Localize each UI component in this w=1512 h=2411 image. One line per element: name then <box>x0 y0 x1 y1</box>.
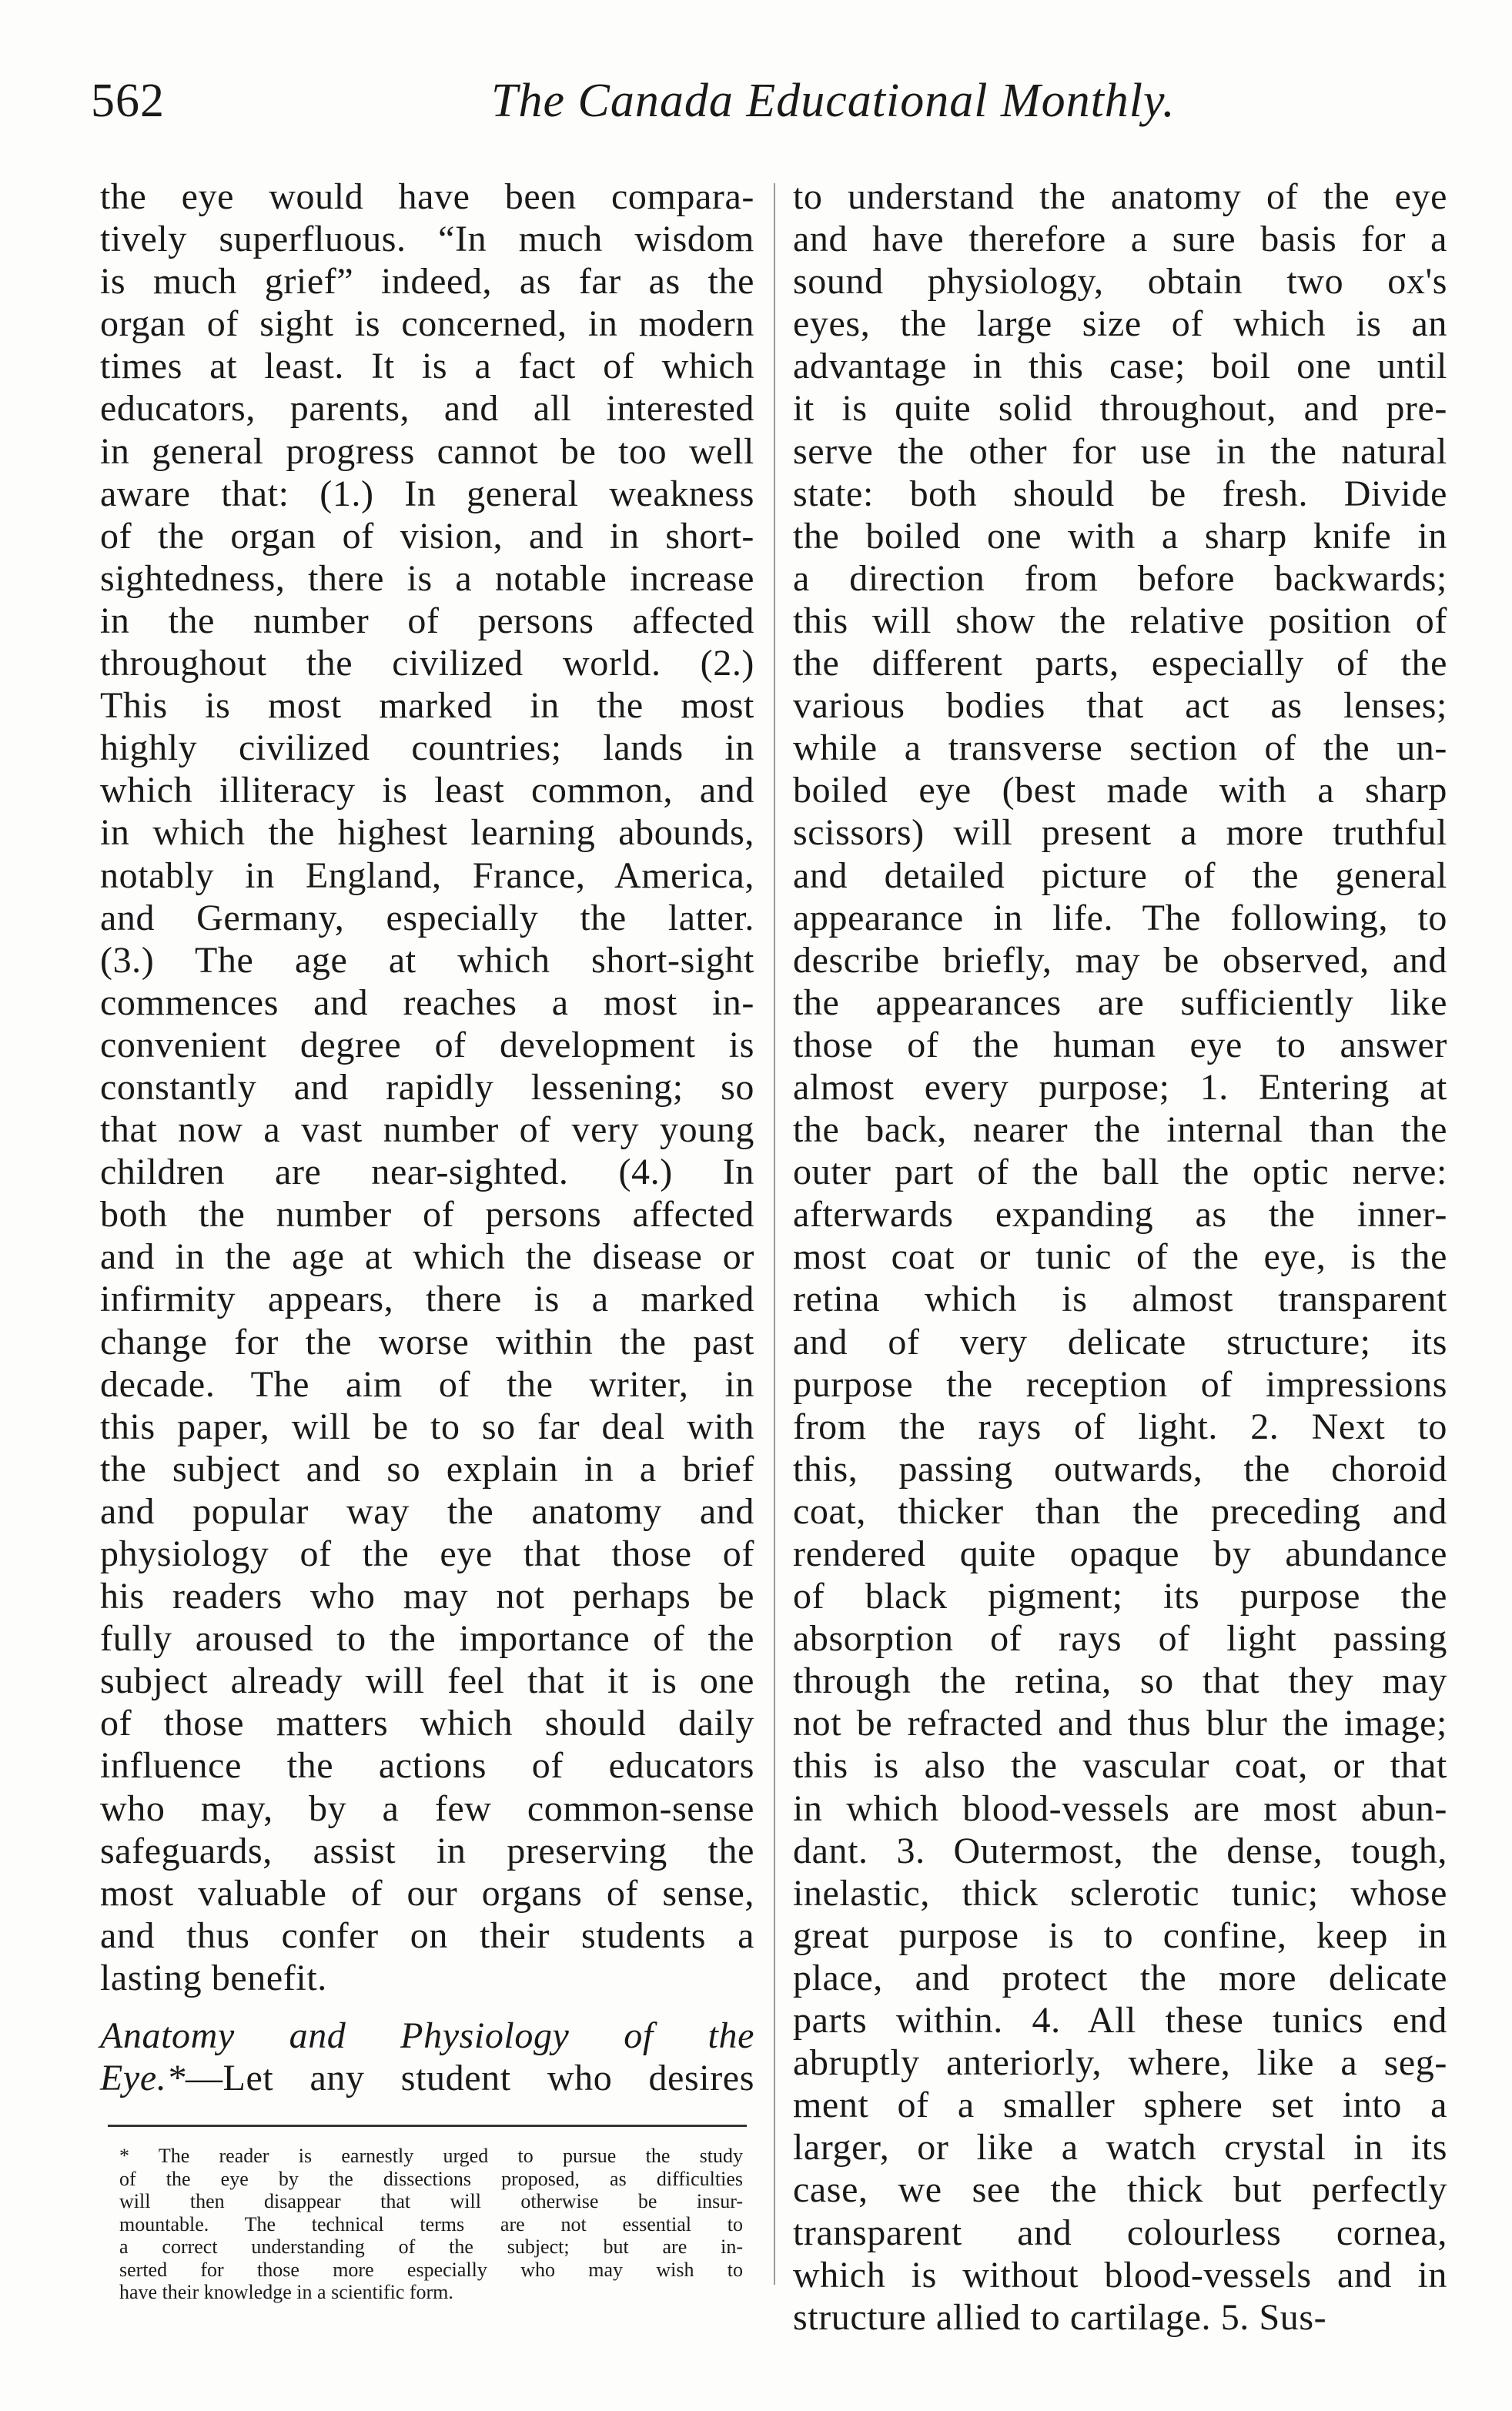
text-line: boiled eye (best made with a sharp <box>793 770 1447 811</box>
text-line: sightedness, there is a notable increase <box>100 557 754 599</box>
text-line: this is also the vascular coat, or that <box>793 1745 1447 1787</box>
section-heading: Anatomy and Physiology of the <box>100 2015 754 2057</box>
text-line: influence the actions of educators <box>100 1745 754 1787</box>
text-line: this paper, will be to so far deal with <box>100 1406 754 1447</box>
footnote-line: * The reader is earnestly urged to pursue the study <box>119 2145 743 2167</box>
text-line: appearance in life. The following, to <box>793 897 1447 938</box>
text-line: abruptly anteriorly, where, like a seg- <box>793 2042 1447 2084</box>
text-line: and of very delicate structure; its <box>793 1321 1447 1363</box>
text-line: purpose the reception of impressions <box>793 1363 1447 1405</box>
section-heading-rest: —Let any student who desires <box>185 2058 754 2099</box>
text-line: outer part of the ball the optic nerve: <box>793 1152 1447 1193</box>
text-line: which illiteracy is least common, and <box>100 770 754 811</box>
text-line: advantage in this case; boil one until <box>793 346 1447 387</box>
footnote-line: will then disappear that will otherwise be insur- <box>119 2190 743 2212</box>
text-line: scissors) will present a more truthful <box>793 812 1447 854</box>
text-line: children are near-sighted. (4.) In <box>100 1152 754 1193</box>
text-line: infirmity appears, there is a marked <box>100 1279 754 1320</box>
text-line: describe briefly, may be observed, and <box>793 939 1447 981</box>
text-line: his readers who may not perhaps be <box>100 1576 754 1617</box>
text-line: subject already will feel that it is one <box>100 1660 754 1702</box>
text-line: the subject and so explain in a brief <box>100 1448 754 1490</box>
text-line: times at least. It is a fact of which <box>100 346 754 387</box>
text-line: parts within. 4. All these tunics end <box>793 2000 1447 2041</box>
text-line: place, and protect the more delicate <box>793 1957 1447 1998</box>
text-line: decade. The aim of the writer, in <box>100 1363 754 1405</box>
text-line: This is most marked in the most <box>100 685 754 727</box>
footnote-line: a correct understanding of the subject; but are in- <box>119 2235 743 2258</box>
text-line: serve the other for use in the natural <box>793 430 1447 472</box>
text-line: the back, nearer the internal than the <box>793 1109 1447 1151</box>
footnote-line: have their knowledge in a scientific form. <box>119 2281 453 2303</box>
text-line: almost every purpose; 1. Entering at <box>793 1066 1447 1108</box>
text-line: various bodies that act as lenses; <box>793 685 1447 727</box>
page-header <box>91 74 1469 143</box>
section-heading-term: Eye.* <box>100 2058 186 2099</box>
text-line: in general progress cannot be too well <box>100 430 754 472</box>
text-line: to understand the anatomy of the eye <box>793 176 1447 217</box>
text-line: in which blood-vessels are most abun- <box>793 1787 1447 1829</box>
text-line: is much grief” indeed, as far as the <box>100 261 754 303</box>
text-line: lasting benefit. <box>100 1957 327 1998</box>
text-line: retina which is almost transparent <box>793 1279 1447 1320</box>
text-line: of black pigment; its purpose the <box>793 1576 1447 1617</box>
text-line: the different parts, especially of the <box>793 643 1447 684</box>
left-column <box>100 176 754 2099</box>
text-line: coat, thicker than the preceding and <box>793 1490 1447 1532</box>
text-line: transparent and colourless cornea, <box>793 2212 1447 2253</box>
text-line: tively superfluous. “In much wisdom <box>100 219 754 260</box>
text-line: physiology of the eye that those of <box>100 1533 754 1574</box>
text-line: notably in England, France, America, <box>100 854 754 896</box>
text-line: which is without blood-vessels and in <box>793 2254 1447 2296</box>
page-number: 562 <box>91 75 165 127</box>
text-line: ment of a smaller sphere set into a <box>793 2085 1447 2126</box>
text-line: those of the human eye to answer <box>793 1024 1447 1065</box>
right-column <box>793 176 1447 2339</box>
footnote-line: of the eye by the dissections proposed, as difficulties <box>119 2167 743 2190</box>
text-line: from the rays of light. 2. Next to <box>793 1406 1447 1447</box>
text-line: case, we see the thick but perfectly <box>793 2169 1447 2211</box>
text-line: this, passing outwards, the choroid <box>793 1448 1447 1490</box>
text-line: highly civilized countries; lands in <box>100 727 754 769</box>
text-line: safeguards, assist in preserving the <box>100 1830 754 1871</box>
text-line: and have therefore a sure basis for a <box>793 219 1447 260</box>
text-line: a direction from before backwards; <box>793 557 1447 599</box>
text-line: and popular way the anatomy and <box>100 1490 754 1532</box>
text-line: rendered quite opaque by abundance <box>793 1533 1447 1574</box>
text-line: inelastic, thick sclerotic tunic; whose <box>793 1872 1447 1914</box>
text-line: constantly and rapidly lessening; so <box>100 1066 754 1108</box>
text-line: this will show the relative position of <box>793 600 1447 641</box>
text-line: convenient degree of development is <box>100 1024 754 1065</box>
text-line: throughout the civilized world. (2.) <box>100 643 754 684</box>
section-heading-continuation <box>100 2057 754 2099</box>
text-line: educators, parents, and all interested <box>100 388 754 430</box>
text-line: in the number of persons affected <box>100 600 754 641</box>
text-line: most coat or tunic of the eye, is the <box>793 1236 1447 1278</box>
text-line: larger, or like a watch crystal in its <box>793 2127 1447 2169</box>
text-line: that now a vast number of very young <box>100 1109 754 1151</box>
text-line: it is quite solid throughout, and pre- <box>793 388 1447 430</box>
text-line: state: both should be fresh. Divide <box>793 473 1447 514</box>
text-line: most valuable of our organs of sense, <box>100 1872 754 1914</box>
text-line: while a transverse section of the un- <box>793 727 1447 769</box>
text-line: (3.) The age at which short-sight <box>100 939 754 981</box>
text-line: great purpose is to confine, keep in <box>793 1914 1447 1956</box>
text-line: both the number of persons affected <box>100 1194 754 1236</box>
text-line: commences and reaches a most in- <box>100 981 754 1023</box>
column-divider <box>774 183 775 2285</box>
text-line: and Germany, especially the latter. <box>100 897 754 938</box>
text-line: the boiled one with a sharp knife in <box>793 515 1447 557</box>
text-line: and in the age at which the disease or <box>100 1236 754 1278</box>
text-line: change for the worse within the past <box>100 1321 754 1363</box>
text-line: sound physiology, obtain two ox's <box>793 261 1447 303</box>
running-head: The Canada Educational Monthly. <box>491 75 1176 127</box>
text-line: eyes, the large size of which is an <box>793 303 1447 345</box>
text-line: and detailed picture of the general <box>793 854 1447 896</box>
text-line: fully aroused to the importance of the <box>100 1618 754 1660</box>
footnote <box>119 2145 743 2304</box>
text-line: organ of sight is concerned, in modern <box>100 303 754 345</box>
text-line: in which the highest learning abounds, <box>100 812 754 854</box>
text-line: of the organ of vision, and in short- <box>100 515 754 557</box>
text-line: structure allied to cartilage. 5. Sus- <box>793 2296 1327 2338</box>
text-line: through the retina, so that they may <box>793 1660 1447 1702</box>
text-line: dant. 3. Outermost, the dense, tough, <box>793 1830 1447 1871</box>
text-line: the appearances are sufficiently like <box>793 981 1447 1023</box>
text-line: the eye would have been compara- <box>100 176 754 217</box>
text-line: of those matters which should daily <box>100 1703 754 1744</box>
text-line: and thus confer on their students a <box>100 1914 754 1956</box>
text-line: who may, by a few common-sense <box>100 1787 754 1829</box>
text-line: afterwards expanding as the inner- <box>793 1194 1447 1236</box>
footnote-rule <box>108 2125 747 2127</box>
footnote-line: serted for those more especially who may wish to <box>119 2258 743 2281</box>
footnote-line: mountable. The technical terms are not essential to <box>119 2212 743 2235</box>
text-line: not be refracted and thus blur the image; <box>793 1703 1447 1744</box>
text-line: absorption of rays of light passing <box>793 1618 1447 1660</box>
text-line: aware that: (1.) In general weakness <box>100 473 754 514</box>
